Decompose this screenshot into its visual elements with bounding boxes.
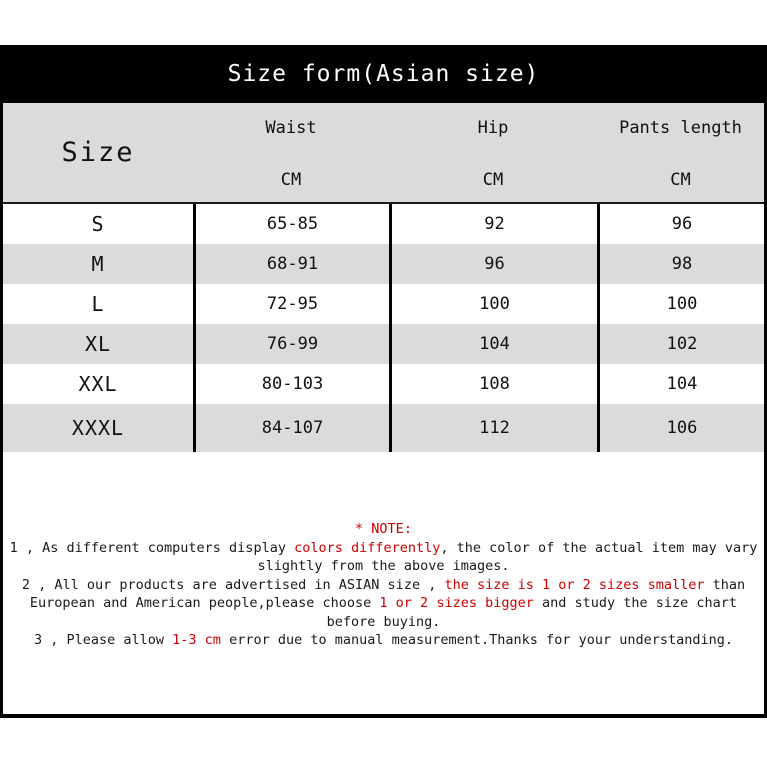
pants-length-cell: 100 — [597, 284, 764, 324]
size-cell: S — [91, 212, 105, 236]
hip-cell: 104 — [389, 324, 597, 364]
note-1 — [5, 539, 762, 576]
size-column-header: Size — [61, 137, 135, 168]
note-2-text: than European and American people,please choose — [29, 576, 746, 611]
table-row — [3, 364, 764, 404]
hip-cell: 112 — [389, 404, 597, 452]
table-row — [3, 324, 764, 364]
table-row — [3, 244, 764, 284]
size-cell: XXL — [78, 372, 118, 396]
pants-length-cell: 106 — [597, 404, 764, 452]
hip-cell: 96 — [389, 244, 597, 284]
note-3-text: error due to manual measurement.Thanks for your understanding. — [220, 632, 733, 648]
pants-length-label: Pants length — [619, 118, 742, 138]
size-cell: XXXL — [71, 416, 125, 440]
size-cell: M — [91, 252, 105, 276]
hip-cell: 100 — [389, 284, 597, 324]
note-2-text: and study the size chart before buying. — [326, 595, 738, 630]
size-cell: XL — [84, 332, 112, 356]
notes-section — [3, 452, 764, 714]
note-1-text: , the color of the actual item may vary slightly from the above images. — [257, 539, 758, 574]
pants-length-column-header — [597, 103, 764, 202]
pants-length-cell: 98 — [597, 244, 764, 284]
note-1-text: 1 , As different computers display — [9, 539, 295, 556]
waist-cell: 84-107 — [193, 404, 389, 452]
note-1-highlight: colors differently — [294, 539, 441, 556]
waist-column-header — [193, 103, 389, 202]
waist-cell: 65-85 — [193, 204, 389, 244]
note-3 — [5, 631, 762, 650]
note-2 — [5, 576, 762, 632]
size-chart-sheet — [0, 45, 767, 718]
hip-cell: 92 — [389, 204, 597, 244]
hip-cell: 108 — [389, 364, 597, 404]
waist-cell: 68-91 — [193, 244, 389, 284]
hip-label: Hip — [477, 118, 509, 138]
pants-length-cell: 102 — [597, 324, 764, 364]
table-body — [3, 204, 764, 452]
note-2-highlight: the size is 1 or 2 sizes smaller — [444, 576, 705, 593]
title-bar — [3, 45, 764, 103]
waist-label: Waist — [265, 118, 317, 138]
size-cell: L — [91, 292, 105, 316]
table-row — [3, 284, 764, 324]
note-3-highlight: 1-3 cm — [172, 632, 221, 648]
note-2-text: 2 , All our products are advertised in ASIAN size , — [21, 576, 445, 593]
pants-length-cell: 104 — [597, 364, 764, 404]
pants-length-unit: CM — [670, 170, 691, 190]
waist-cell: 72-95 — [193, 284, 389, 324]
note-2-highlight: 1 or 2 sizes bigger — [379, 595, 534, 611]
table-header-row — [3, 103, 764, 204]
waist-cell: 80-103 — [193, 364, 389, 404]
hip-column-header — [389, 103, 597, 202]
hip-unit: CM — [482, 170, 504, 190]
waist-cell: 76-99 — [193, 324, 389, 364]
note-3-text: 3 , Please allow — [34, 632, 173, 648]
table-row — [3, 204, 764, 244]
page-title: Size form(Asian size) — [227, 61, 540, 87]
table-row — [3, 404, 764, 452]
pants-length-cell: 96 — [597, 204, 764, 244]
notes-heading: * NOTE: — [355, 521, 412, 537]
waist-unit: CM — [280, 170, 302, 190]
